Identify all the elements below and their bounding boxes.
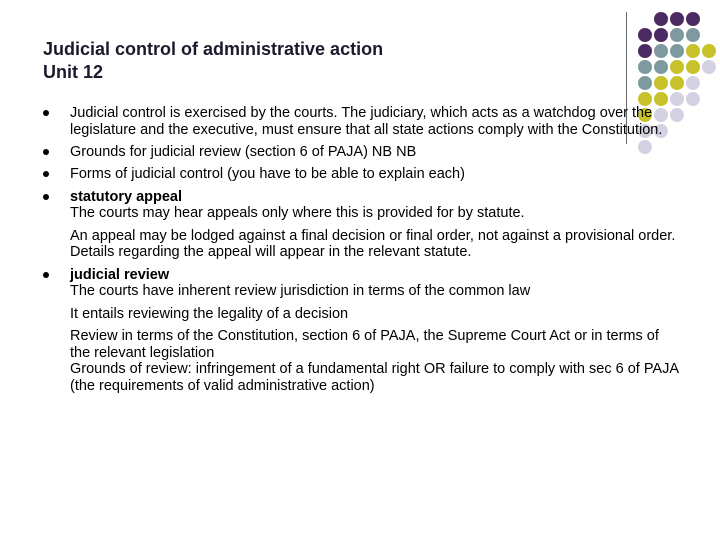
decor-dot <box>686 60 700 74</box>
sub-paragraph: Details regarding the appeal will appear in the relevant statute. <box>70 244 472 261</box>
title-line-1: Judicial control of administrative action <box>43 39 384 59</box>
slide-title <box>43 38 603 84</box>
decor-dot <box>702 44 716 58</box>
decor-dot <box>638 28 652 42</box>
title-line-2: Unit 12 <box>43 62 104 82</box>
bullet-item <box>43 267 683 284</box>
decor-dot <box>638 44 652 58</box>
bullet-text: Grounds for judicial review (section 6 of PAJA) NB NB <box>70 143 417 160</box>
decor-dot <box>654 28 668 42</box>
bullet-text: Judicial control is exercised by the courts. The judiciary, which acts as a watchdog over the legislature and the executive, must ensure that all state actions comply with the Constitution. <box>70 105 663 138</box>
decor-dot <box>654 12 668 26</box>
decor-dot <box>670 12 684 26</box>
decor-dot <box>654 44 668 58</box>
bullet-item <box>43 144 683 161</box>
sub-paragraph: The courts have inherent review jurisdiction in terms of the common law <box>70 283 531 300</box>
bullet-marker <box>43 171 49 177</box>
bullet-marker <box>43 194 49 200</box>
decor-dot <box>654 60 668 74</box>
decor-dot <box>638 76 652 90</box>
sub-paragraph: The courts may hear appeals only where this is provided for by statute. <box>70 205 525 222</box>
bullet-item <box>43 105 683 138</box>
decor-dot <box>686 76 700 90</box>
decor-dot <box>686 28 700 42</box>
bullet-text: Forms of judicial control (you have to be able to explain each) <box>70 166 465 183</box>
decor-dot <box>686 12 700 26</box>
bullet-list <box>43 105 683 394</box>
decor-dot <box>638 92 652 106</box>
decor-dot <box>670 92 684 106</box>
decor-dot <box>670 60 684 74</box>
bullet-item <box>43 189 683 206</box>
decor-dot <box>686 44 700 58</box>
bullet-marker <box>43 149 49 155</box>
sub-paragraph: It entails reviewing the legality of a decision <box>70 305 349 322</box>
decor-dot <box>702 60 716 74</box>
bullet-text: judicial review <box>70 266 170 283</box>
sub-paragraph: Review in terms of the Constitution, section 6 of PAJA, the Supreme Court Act or in terms of the relevant legislation <box>70 328 659 361</box>
decor-dot <box>654 76 668 90</box>
decor-dot <box>686 92 700 106</box>
bullet-item <box>43 166 683 183</box>
decor-dot <box>670 76 684 90</box>
decor-dot <box>638 60 652 74</box>
decor-dot <box>654 92 668 106</box>
sub-paragraph: An appeal may be lodged against a final decision or final order, not against a provisional order. <box>70 227 676 244</box>
decor-dot <box>670 44 684 58</box>
bullet-marker <box>43 110 49 116</box>
bullet-marker <box>43 272 49 278</box>
sub-paragraph: Grounds of review: infringement of a fundamental right OR failure to comply with sec 6 of PAJA (the requirements of valid administrative action) <box>70 361 679 394</box>
bullet-text: statutory appeal <box>70 188 182 205</box>
decor-dot <box>670 28 684 42</box>
